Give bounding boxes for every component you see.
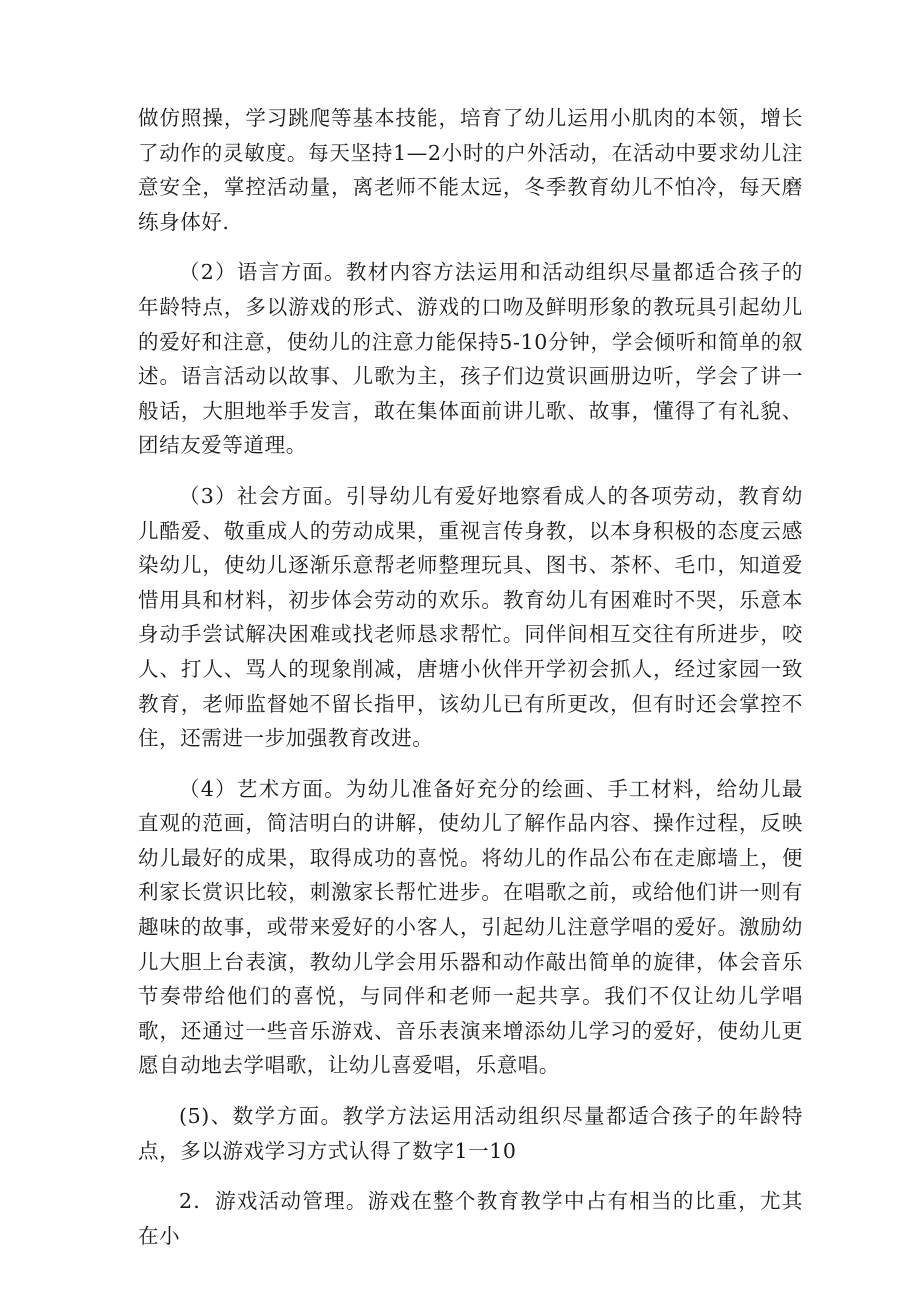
paragraph-art: （4）艺术方面。为幼儿准备好充分的绘画、手工材料，给幼儿最直观的范画，简洁明白的讲解，使幼儿了解作品内容、操作过程，反映幼儿最好的成果，取得成功的喜悦。将幼儿的作品公布在走廊墙上，便利家长赏识比较，刺激家长帮忙进步。在唱歌之前，或给他们讲一则有趣味的故事，或带来爱好的小客人，引起幼儿注意学唱的爱好。激励幼儿大胆上台表演，教幼儿学会用乐器和动作敲出简单的旋律，体会音乐节奏带给他们的喜悦，与同伴和老师一起共享。我们不仅让幼儿学唱歌，还通过一些音乐游戏、音乐表演来增添幼儿学习的爱好，使幼儿更愿自动地去学唱歌，让幼儿喜爱唱，乐意唱。	[138, 776, 803, 1078]
paragraph-language: （2）语言方面。教材内容方法运用和活动组织尽量都适合孩子的年龄特点，多以游戏的形式、游戏的口吻及鲜明形象的教玩具引起幼儿的爱好和注意，使幼儿的注意力能保持5-10分钟，学会倾听和简单的叙述。语言活动以故事、儿歌为主，孩子们边赏识画册边听，学会了讲一般话，大胆地举手发言，敢在集体面前讲儿歌、故事，懂得了有礼貌、团结友爱等道理。	[138, 260, 803, 458]
paragraph-social: （3）社会方面。引导幼儿有爱好地察看成人的各项劳动，教育幼儿酷爱、敬重成人的劳动成果，重视言传身教，以本身积极的态度云感染幼儿，使幼儿逐渐乐意帮老师整理玩具、图书、茶杯、毛巾，知道爱惜用具和材料，初步体会劳动的欢乐。教育幼儿有困难时不哭，乐意本身动手尝试解决困难或找老师恳求帮忙。同伴间相互交往有所进步，咬人、打人、骂人的现象削减，唐塘小伙伴开学初会抓人，经过家园一致教育，老师监督她不留长指甲，该幼儿已有所更改，但有时还会掌控不住，还需进一步加强教育改进。	[138, 483, 803, 751]
document-page	[138, 101, 803, 1253]
paragraph-math: (5)、数学方面。教学方法运用活动组织尽量都适合孩子的年龄特点，多以游戏学习方式认得了数字1一10	[138, 1104, 803, 1163]
paragraph-continuation: 做仿照操，学习跳爬等基本技能，培育了幼儿运用小肌肉的本领，增长了动作的灵敏度。每天坚持1—2小时的户外活动，在活动中要求幼儿注意安全，掌控活动量，离老师不能太远，冬季教育幼儿不怕冷，每天磨练身体好.	[138, 106, 803, 234]
paragraph-game-management: 2．游戏活动管理。游戏在整个教育教学中占有相当的比重，尤其在小	[138, 1189, 803, 1248]
